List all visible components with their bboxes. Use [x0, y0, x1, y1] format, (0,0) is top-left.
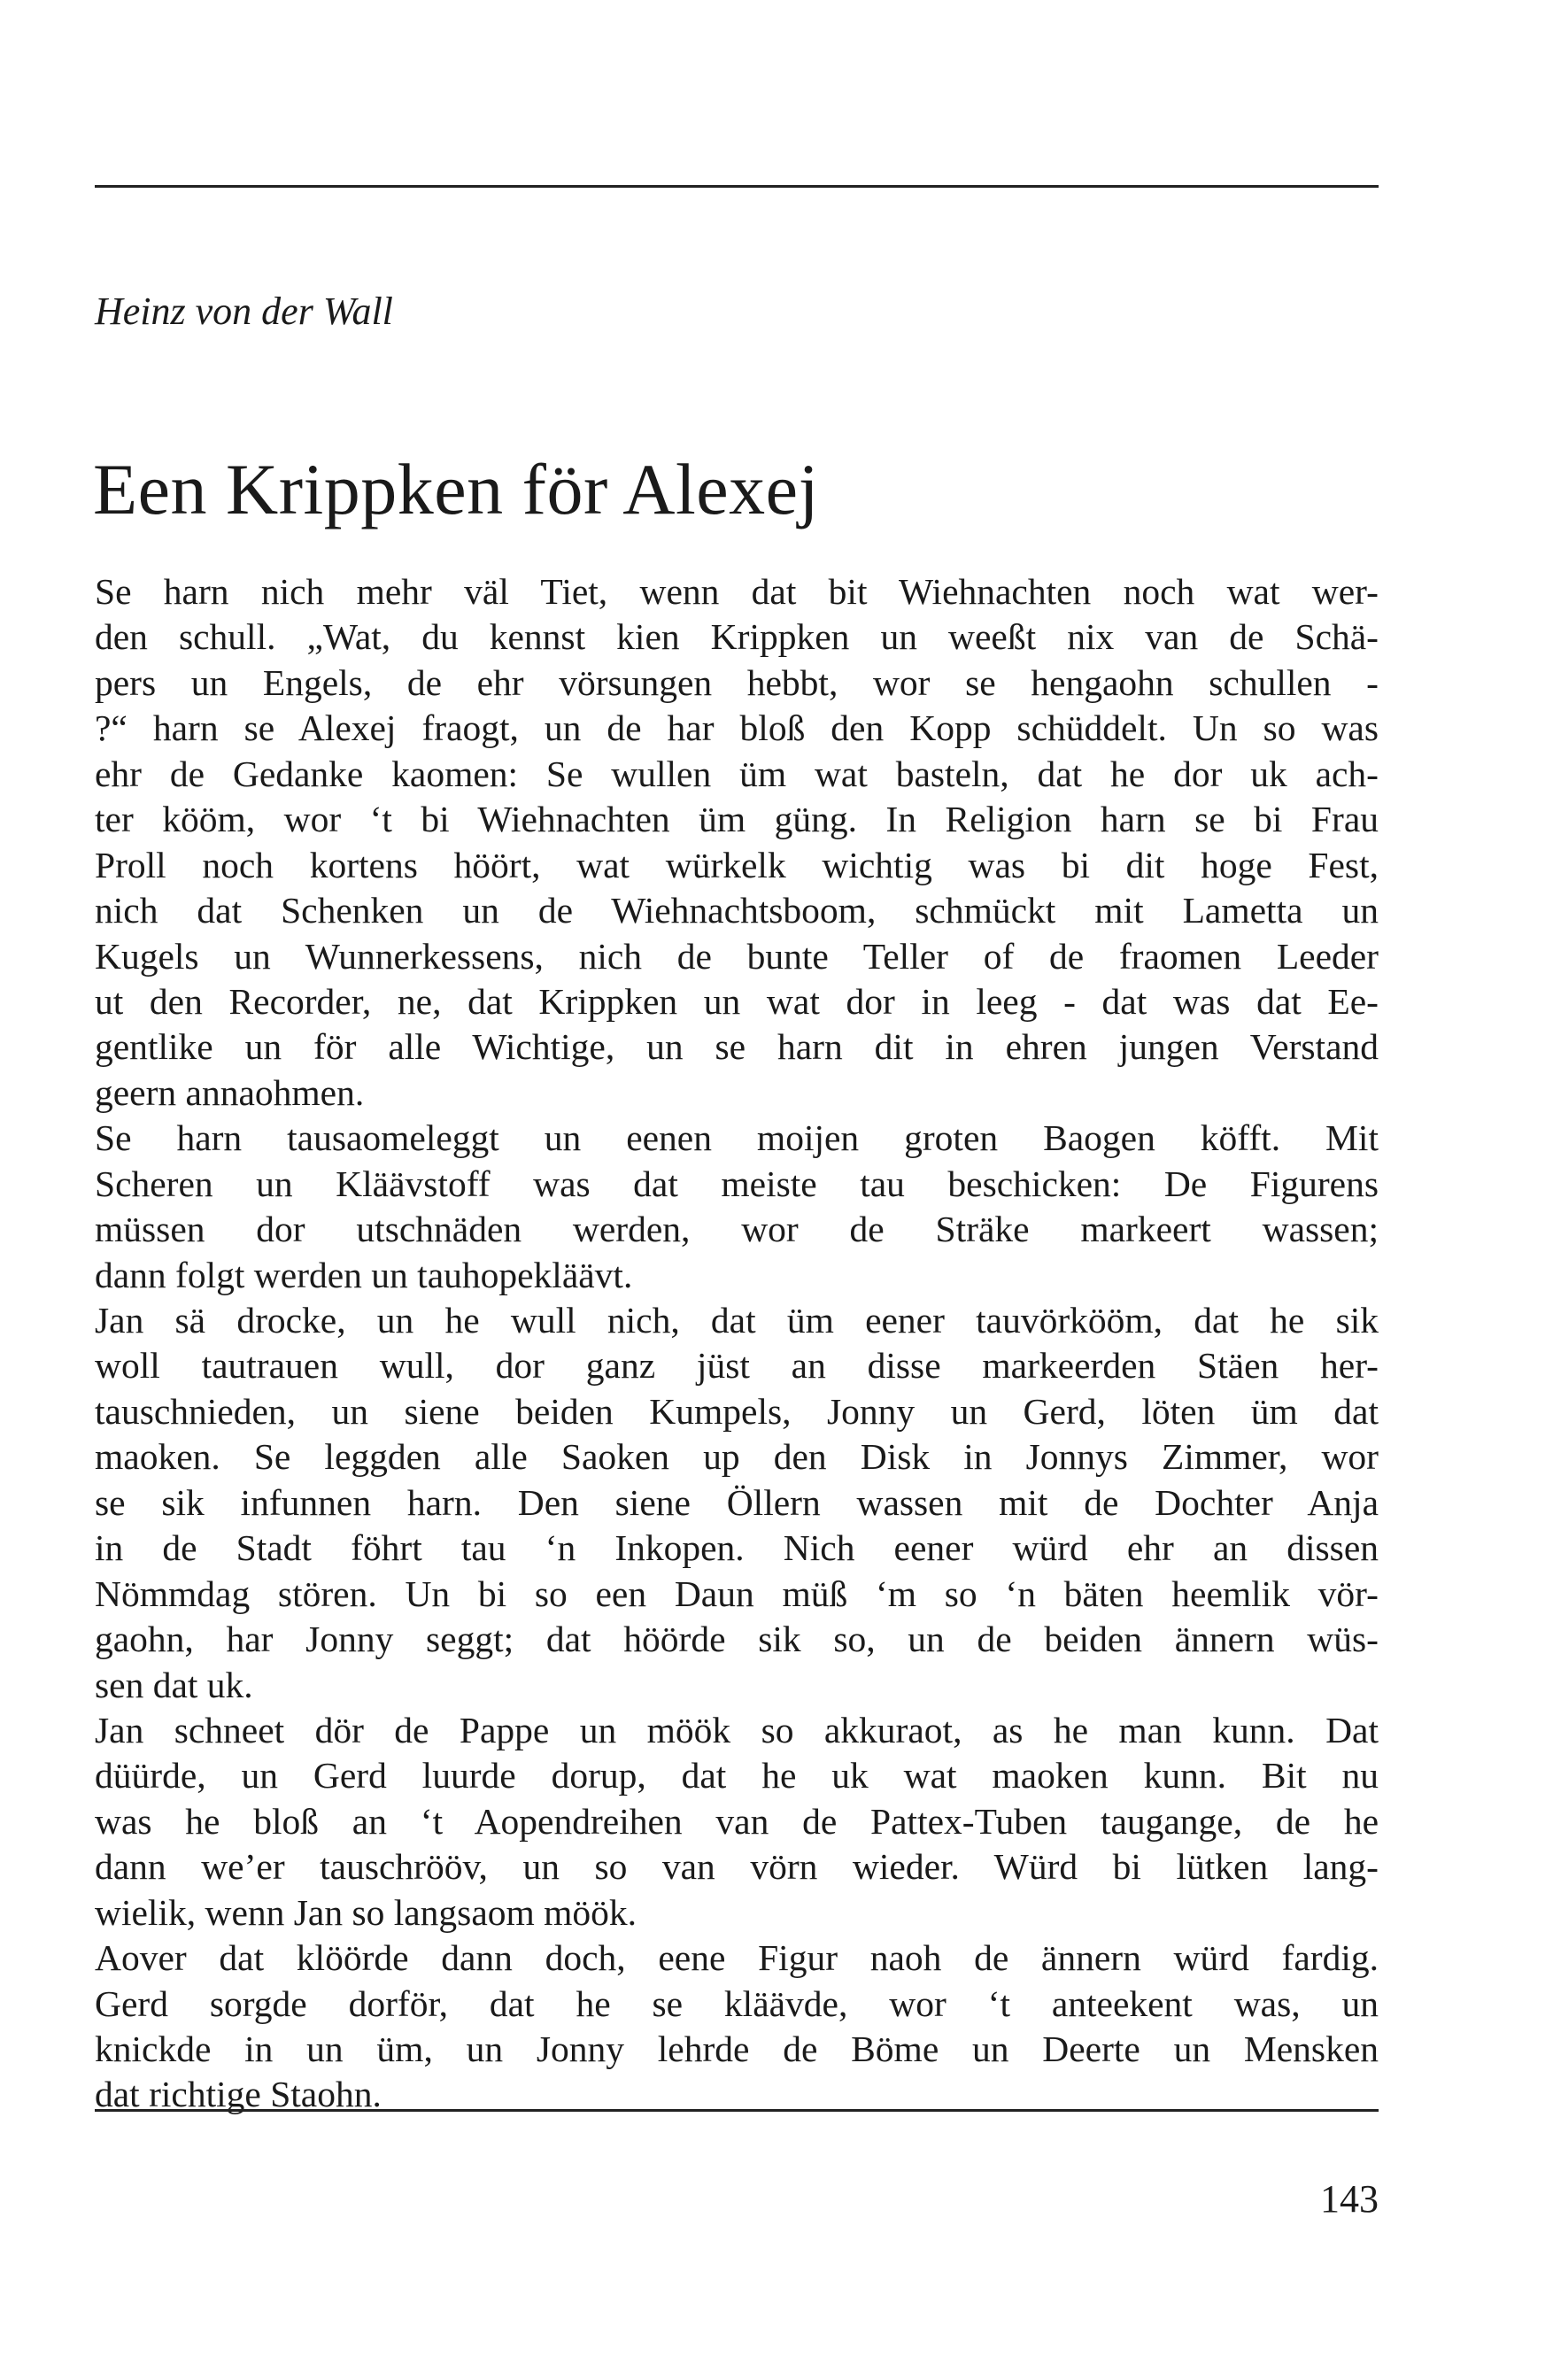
bottom-rule — [95, 2109, 1379, 2112]
text-line: tauschnieden, un siene beiden Kumpels, Jonny un Gerd, löten üm dat — [95, 1390, 1379, 1432]
text-line: ehr de Gedanke kaomen: Se wullen üm wat basteln, dat he dor uk ach- — [95, 753, 1379, 794]
text-line: dat richtige Staohn. — [95, 2074, 382, 2115]
text-line: ter kööm, wor ‘t bi Wiehnachten üm güng. In Religion harn se bi Frau — [95, 799, 1379, 840]
story-title: Een Krippken för Alexej — [93, 449, 819, 529]
text-line: Nömmdag stören. Un bi so een Daun müß ‘m so ‘n bäten heemlik vör- — [95, 1572, 1379, 1614]
text-line: müssen dor utschnäden werden, wor de Sträke markeert wassen; — [95, 1209, 1379, 1250]
text-line: Gerd sorgde dorför, dat he se kläävde, wor ‘t anteekent was, un — [95, 1982, 1379, 2024]
text-line: ?“ harn se Alexej fraogt, un de har bloß den Kopp schüddelt. Un so was — [95, 707, 1379, 749]
text-line: gentlike un för alle Wichtige, un se harn dit in ehren jungen Verstand — [95, 1026, 1379, 1068]
text-line: gaohn, har Jonny seggt; dat höörde sik so, un de beiden ännern wüs- — [95, 1619, 1379, 1660]
text-line: wielik, wenn Jan so langsaom möök. — [95, 1891, 637, 1933]
text-line: nich dat Schenken un de Wiehnachtsboom, schmückt mit Lametta un — [95, 890, 1379, 931]
text-line: geern annaohmen. — [95, 1071, 365, 1113]
text-line: den schull. „Wat, du kennst kien Krippken un weeßt nix van de Schä- — [95, 616, 1379, 658]
top-rule — [95, 185, 1379, 188]
text-line: sen dat uk. — [95, 1664, 253, 1705]
text-line: woll tautrauen wull, dor ganz jüst an disse markeerden Stäen her- — [95, 1345, 1379, 1387]
page-number: 143 — [1320, 2177, 1379, 2221]
text-line: Proll noch kortens höört, wat würkelk wichtig was bi dit hoge Fest, — [95, 844, 1379, 885]
text-line: was he bloß an ‘t Aopendreihen van de Pattex-Tuben taugange, de he — [95, 1800, 1379, 1842]
text-line: Jan sä drocke, un he wull nich, dat üm eener tauvörkööm, dat he sik — [95, 1300, 1379, 1341]
text-line: ut den Recorder, ne, dat Krippken un wat dor in leeg - dat was dat Ee- — [95, 980, 1379, 1022]
text-line: Aover dat klöörde dann doch, eene Figur naoh de ännern würd fardig. — [95, 1937, 1379, 1979]
text-line: se sik infunnen harn. Den siene Öllern wassen mit de Dochter Anja — [95, 1481, 1379, 1523]
text-line: maoken. Se leggden alle Saoken up den Disk in Jonnys Zimmer, wor — [95, 1436, 1379, 1478]
text-line: Se harn nich mehr väl Tiet, wenn dat bit Wiehnachten noch wat wer- — [95, 571, 1379, 612]
text-line: Jan schneet dör de Pappe un möök so akkuraot, as he man kunn. Dat — [95, 1709, 1379, 1750]
text-line: in de Stadt föhrt tau ‘n Inkopen. Nich eener würd ehr an dissen — [95, 1527, 1379, 1569]
text-line: pers un Engels, de ehr vörsungen hebbt, wor se hengaohn schullen - — [95, 661, 1379, 703]
text-line: Se harn tausaomeleggt un eenen moijen groten Baogen köfft. Mit — [95, 1117, 1379, 1159]
text-line: knickde in un üm, un Jonny lehrde de Böme un Deerte un Mensken — [95, 2028, 1379, 2069]
text-line: dann folgt werden un tauhopekläävt. — [95, 1254, 633, 1295]
text-line: Scheren un Kläävstoff was dat meiste tau beschicken: De Figurens — [95, 1163, 1379, 1204]
story-body — [95, 569, 1379, 2118]
text-line: düürde, un Gerd luurde dorup, dat he uk wat maoken kunn. Bit nu — [95, 1755, 1379, 1797]
author-name: Heinz von der Wall — [95, 290, 393, 333]
text-line: Kugels un Wunnerkessens, nich de bunte Teller of de fraomen Leeder — [95, 935, 1379, 977]
text-line: dann we’er tauschrööv, un so van vörn wieder. Würd bi lütken lang- — [95, 1846, 1379, 1888]
